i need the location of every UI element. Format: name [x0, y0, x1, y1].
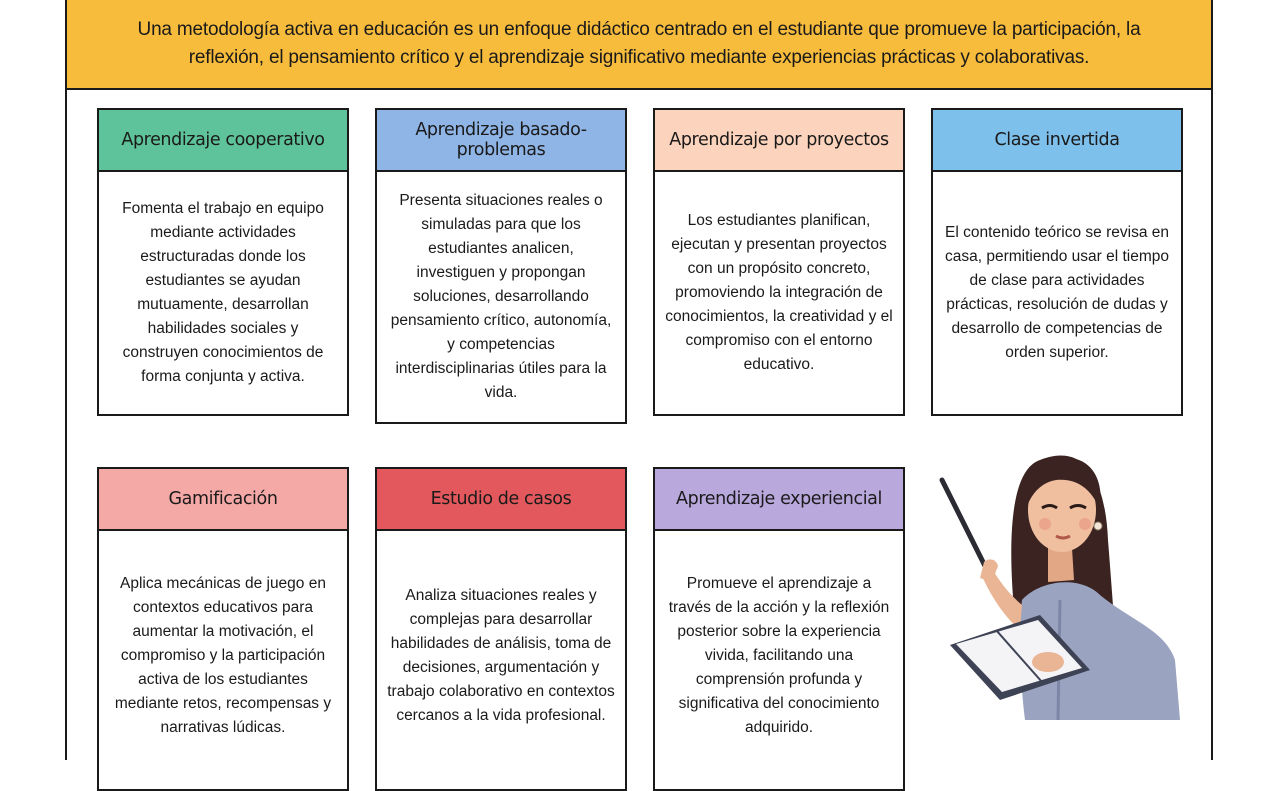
teacher-illustration — [930, 430, 1190, 720]
intro-text: Una metodología activa en educación es un enfoque didáctico centrado en el estudiante que promueve la participación, la reflexión, el pensamiento crítico y el aprendizaje significativo mediante experiencias prácticas y colaborativas. — [137, 19, 1141, 68]
card-description: Aplica mecánicas de juego en contextos educativos para aumentar la motivación, el compromiso y la participación activa de los estudiantes mediante retos, recompensas y narrativas lúdicas. — [97, 531, 349, 791]
card-title: Aprendizaje cooperativo — [97, 108, 349, 172]
card-title: Estudio de casos — [375, 467, 627, 531]
card-title: Aprendizaje basado-problemas — [375, 108, 627, 172]
card-description: Promueve el aprendizaje a través de la acción y la reflexión posterior sobre la experiencia vivida, facilitando una comprensión profunda y significativa del conocimiento adquirido. — [653, 531, 905, 791]
card-estudio-de-casos — [375, 467, 627, 791]
card-aprendizaje-basado-problemas — [375, 108, 627, 424]
card-description: Los estudiantes planifican, ejecutan y presentan proyectos con un propósito concreto, promoviendo la integración de conocimientos, la creatividad y el compromiso con el entorno educativo. — [653, 172, 905, 416]
card-clase-invertida — [931, 108, 1183, 416]
card-title: Gamificación — [97, 467, 349, 531]
card-aprendizaje-experiencial — [653, 467, 905, 791]
card-gamificacion — [97, 467, 349, 791]
card-aprendizaje-por-proyectos — [653, 108, 905, 416]
intro-banner — [65, 0, 1213, 90]
card-description: El contenido teórico se revisa en casa, permitiendo usar el tiempo de clase para actividades prácticas, resolución de dudas y desarrollo de competencias de orden superior. — [931, 172, 1183, 416]
card-title: Aprendizaje experiencial — [653, 467, 905, 531]
card-description: Presenta situaciones reales o simuladas para que los estudiantes analicen, investiguen y propongan soluciones, desarrollando pensamiento crítico, autonomía, y competencias interdisciplinarias útiles para la vida. — [375, 172, 627, 424]
card-description: Fomenta el trabajo en equipo mediante actividades estructuradas donde los estudiantes se ayudan mutuamente, desarrollan habilidades sociales y construyen conocimientos de forma conjunta y activa. — [97, 172, 349, 416]
card-description: Analiza situaciones reales y complejas para desarrollar habilidades de análisis, toma de decisiones, argumentación y trabajo colaborativo en contextos cercanos a la vida profesional. — [375, 531, 627, 791]
card-aprendizaje-cooperativo — [97, 108, 349, 416]
card-title: Clase invertida — [931, 108, 1183, 172]
card-title: Aprendizaje por proyectos — [653, 108, 905, 172]
